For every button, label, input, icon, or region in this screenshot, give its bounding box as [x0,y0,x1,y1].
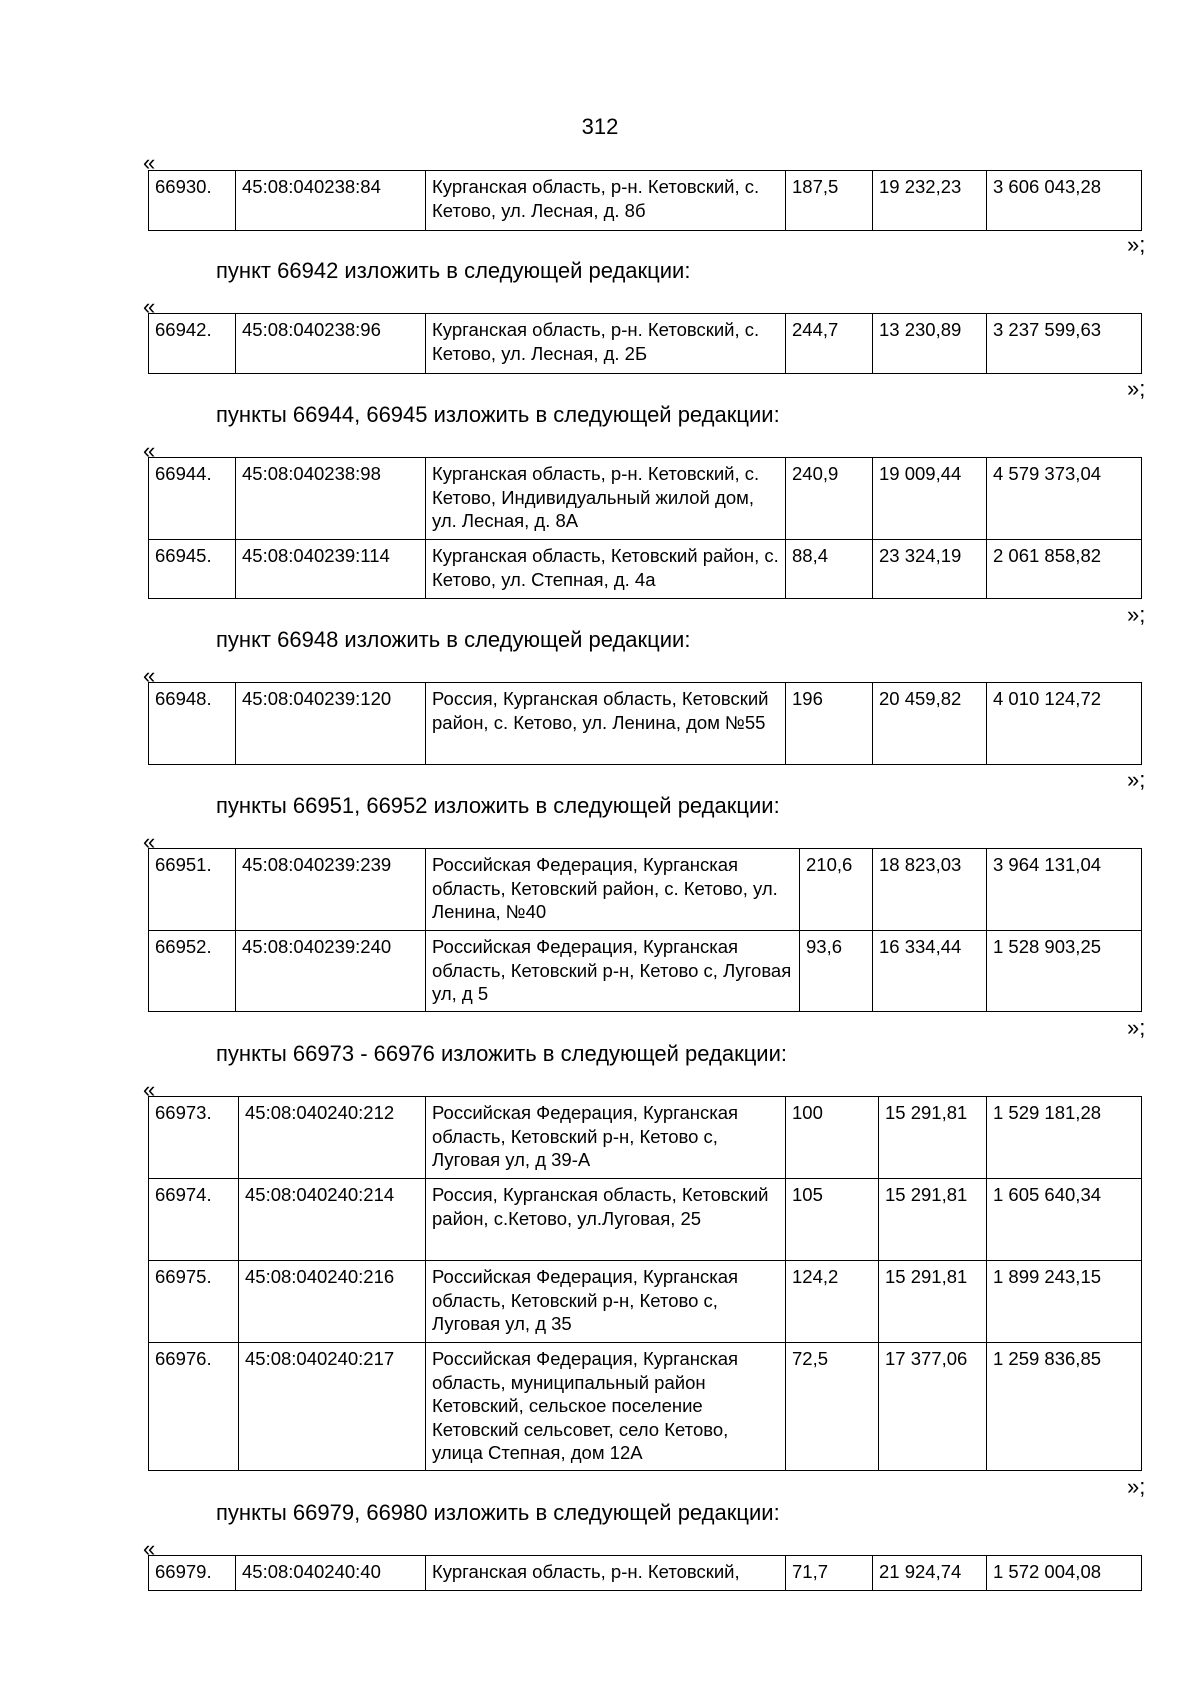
cadastral-number: 45:08:040239:239 [236,849,426,931]
quote-close: »; [1127,232,1146,257]
total-value: 3 964 131,04 [987,849,1142,931]
total-value: 3 237 599,63 [987,314,1142,374]
table-row [149,849,1142,931]
table-row [149,458,1142,540]
cadastral-number: 45:08:040240:212 [239,1097,426,1179]
table-row [149,1097,1142,1179]
area: 210,6 [800,849,873,931]
quote-close: »; [1127,1015,1146,1040]
quote-open: « [143,294,156,319]
unit-value: 20 459,82 [873,683,987,765]
quote-close: »; [1127,1474,1146,1499]
cadastral-number: 45:08:040238:84 [236,171,426,231]
area: 100 [786,1097,879,1179]
table-row [149,314,1142,374]
quote-open: « [143,150,156,175]
table-row [149,1261,1142,1343]
property-table [148,848,1142,1012]
quote-open: « [143,1536,156,1561]
area: 93,6 [800,931,873,1012]
quote-close: »; [1127,376,1146,401]
quote-open: « [143,829,156,854]
area: 88,4 [786,540,873,599]
quote-open: « [143,663,156,688]
area: 240,9 [786,458,873,540]
property-table [148,1555,1142,1591]
address: Курганская область, р-н. Кетовский, [426,1556,786,1591]
total-value: 1 572 004,08 [987,1556,1142,1591]
table-row [149,171,1142,231]
cadastral-number: 45:08:040240:217 [239,1343,426,1471]
unit-value: 15 291,81 [879,1179,987,1261]
address: Курганская область, Кетовский район, с. Кетово, ул. Степная, д. 4а [426,540,786,599]
area: 71,7 [786,1556,873,1591]
amendment-instruction: пункты 66944, 66945 изложить в следующей редакции: [216,402,780,427]
unit-value: 15 291,81 [879,1261,987,1343]
table-row [149,540,1142,599]
row-number: 66975. [149,1261,239,1343]
address: Курганская область, р-н. Кетовский, с. Кетово, ул. Лесная, д. 8б [426,171,786,231]
cadastral-number: 45:08:040238:98 [236,458,426,540]
unit-value: 13 230,89 [873,314,987,374]
area: 105 [786,1179,879,1261]
quote-close: »; [1127,602,1146,627]
total-value: 1 529 181,28 [987,1097,1142,1179]
amendment-instruction: пункт 66948 изложить в следующей редакции: [216,627,691,652]
total-value: 1 259 836,85 [987,1343,1142,1471]
property-table [148,682,1142,765]
total-value: 3 606 043,28 [987,171,1142,231]
table-row [149,1556,1142,1591]
address: Россия, Курганская область, Кетовский район, с. Кетово, ул. Ленина, дом №55 [426,683,786,765]
cadastral-number: 45:08:040238:96 [236,314,426,374]
row-number: 66973. [149,1097,239,1179]
quote-open: « [143,438,156,463]
total-value: 4 010 124,72 [987,683,1142,765]
row-number: 66948. [149,683,236,765]
cadastral-number: 45:08:040239:240 [236,931,426,1012]
page-number: 312 [581,114,619,139]
row-number: 66942. [149,314,236,374]
row-number: 66930. [149,171,236,231]
table-row [149,1343,1142,1471]
quote-close: »; [1127,767,1146,792]
amendment-instruction: пункты 66973 - 66976 изложить в следующей редакции: [216,1041,788,1066]
address: Курганская область, р-н. Кетовский, с. Кетово, Индивидуальный жилой дом, ул. Лесная, д. 8А [426,458,786,540]
address: Российская Федерация, Курганская область, Кетовский р-н, Кетово с, Луговая ул, д 35 [426,1261,786,1343]
cadastral-number: 45:08:040240:40 [236,1556,426,1591]
total-value: 2 061 858,82 [987,540,1142,599]
total-value: 1 899 243,15 [987,1261,1142,1343]
amendment-instruction: пункты 66951, 66952 изложить в следующей редакции: [216,793,780,818]
address: Российская Федерация, Курганская область, Кетовский р-н, Кетово с, Луговая ул, д 39-А [426,1097,786,1179]
area: 187,5 [786,171,873,231]
table-row [149,683,1142,765]
cadastral-number: 45:08:040239:120 [236,683,426,765]
row-number: 66951. [149,849,236,931]
quote-open: « [143,1077,156,1102]
area: 244,7 [786,314,873,374]
row-number: 66952. [149,931,236,1012]
row-number: 66979. [149,1556,236,1591]
amendment-instruction: пункт 66942 изложить в следующей редакции: [216,258,691,283]
cadastral-number: 45:08:040240:216 [239,1261,426,1343]
area: 196 [786,683,873,765]
unit-value: 16 334,44 [873,931,987,1012]
address: Российская Федерация, Курганская область, муниципальный район Кетовский, сельское поселение Кетовский сельсовет, село Кетово, улица Степная, дом 12А [426,1343,786,1471]
row-number: 66974. [149,1179,239,1261]
amendment-instruction: пункты 66979, 66980 изложить в следующей редакции: [216,1500,780,1525]
address: Курганская область, р-н. Кетовский, с. Кетово, ул. Лесная, д. 2Б [426,314,786,374]
address: Российская Федерация, Курганская область, Кетовский р-н, Кетово с, Луговая ул, д 5 [426,931,800,1012]
property-table [148,170,1142,231]
address: Россия, Курганская область, Кетовский район, с.Кетово, ул.Луговая, 25 [426,1179,786,1261]
area: 72,5 [786,1343,879,1471]
property-table [148,1096,1142,1471]
cadastral-number: 45:08:040240:214 [239,1179,426,1261]
address: Российская Федерация, Курганская область, Кетовский район, с. Кетово, ул. Ленина, №40 [426,849,800,931]
unit-value: 21 924,74 [873,1556,987,1591]
table-row [149,1179,1142,1261]
total-value: 1 605 640,34 [987,1179,1142,1261]
row-number: 66976. [149,1343,239,1471]
row-number: 66944. [149,458,236,540]
unit-value: 23 324,19 [873,540,987,599]
property-table [148,457,1142,599]
total-value: 4 579 373,04 [987,458,1142,540]
cadastral-number: 45:08:040239:114 [236,540,426,599]
unit-value: 17 377,06 [879,1343,987,1471]
table-row [149,931,1142,1012]
unit-value: 19 009,44 [873,458,987,540]
total-value: 1 528 903,25 [987,931,1142,1012]
area: 124,2 [786,1261,879,1343]
row-number: 66945. [149,540,236,599]
unit-value: 19 232,23 [873,171,987,231]
unit-value: 15 291,81 [879,1097,987,1179]
unit-value: 18 823,03 [873,849,987,931]
property-table [148,313,1142,374]
